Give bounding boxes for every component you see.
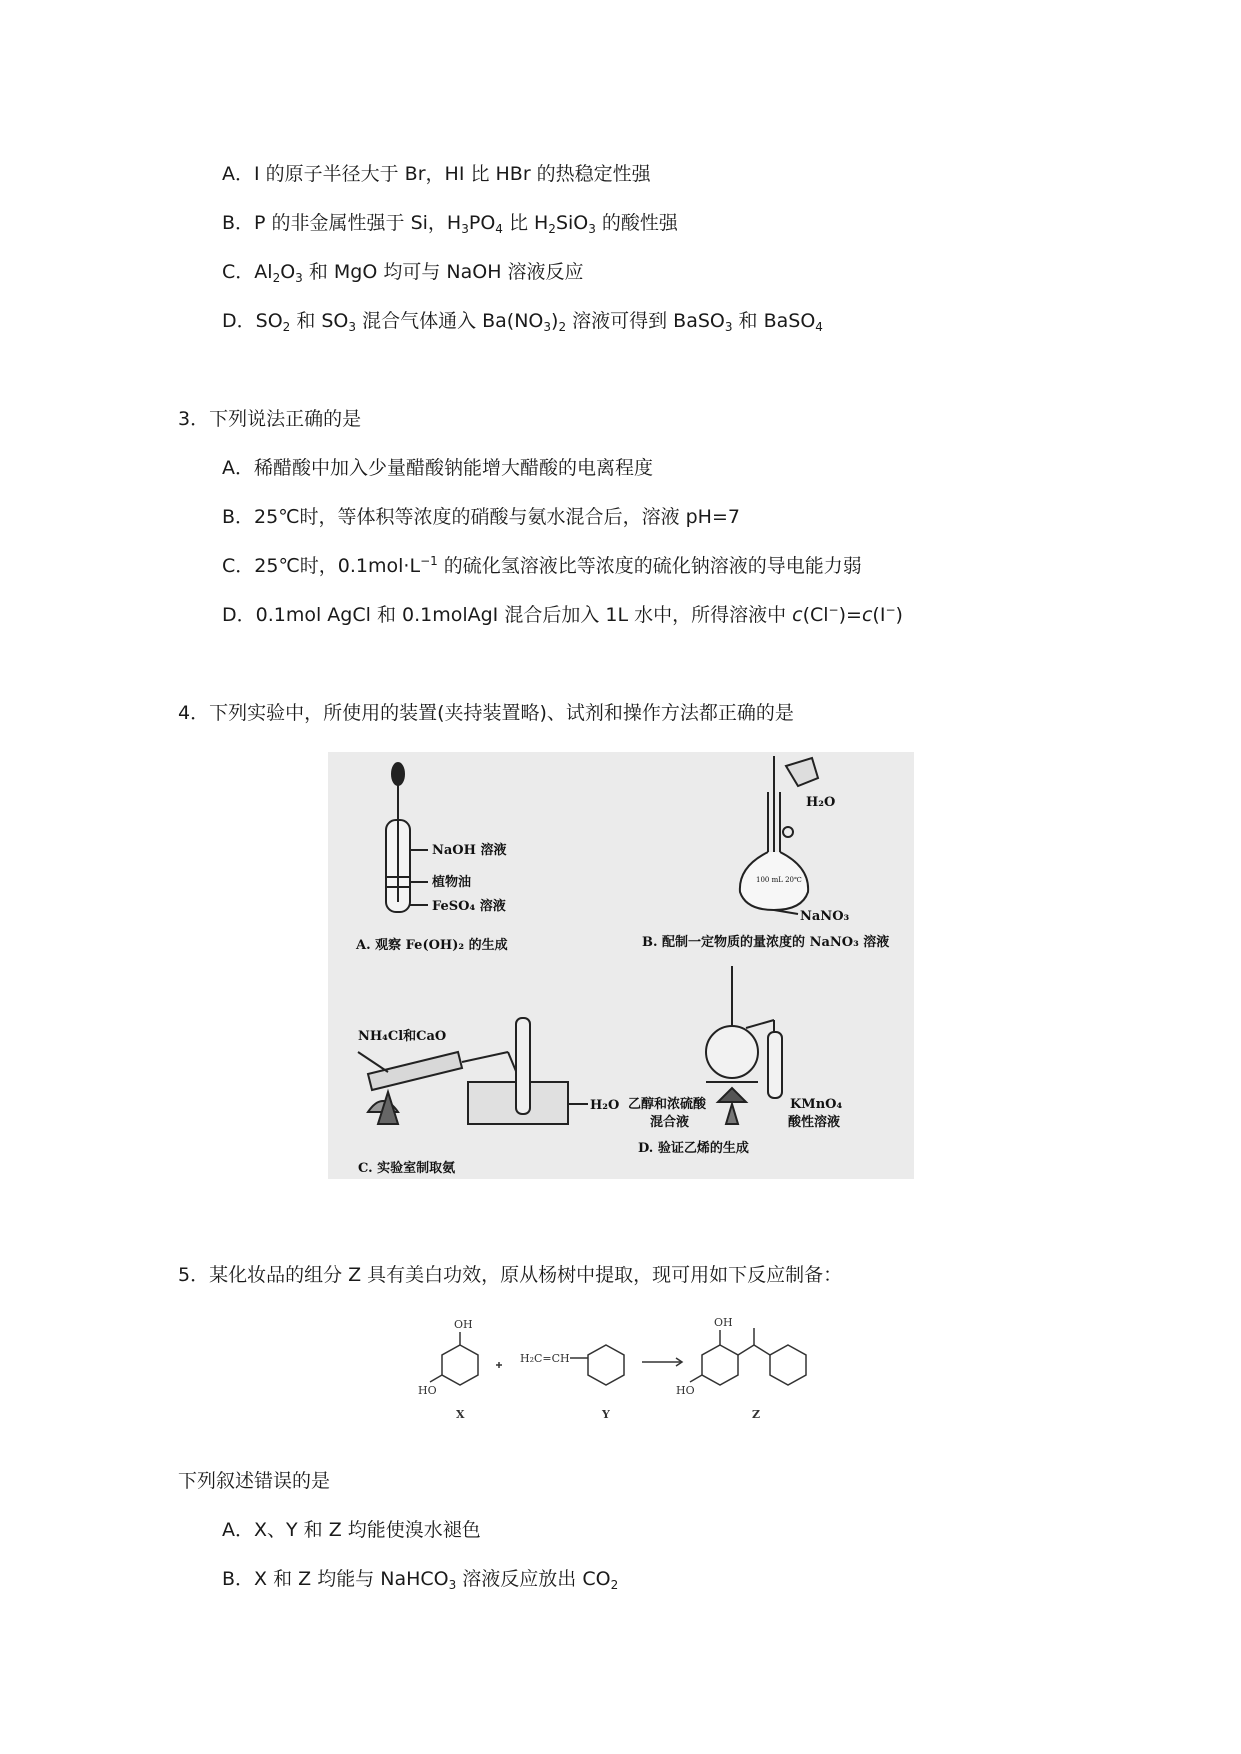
q3-stem: 3．下列说法正确的是: [178, 408, 362, 430]
q2-option-b: B．P 的非金属性强于 Si，$H_3PO_4$ 比 $H_2SiO_3$ 的酸性强: [222, 212, 678, 236]
q5-option-b: B．X 和 Z 均能与 NaHCO$_3$ 溶液反应放出 $CO_2$: [222, 1568, 619, 1592]
label-mix1: 乙醇和浓硫酸: [628, 1097, 707, 1112]
label-feso4: FeSO₄ 溶液: [432, 899, 506, 914]
label-naoh: NaOH 溶液: [432, 843, 507, 858]
label-mix2: 混合液: [650, 1115, 690, 1130]
q3-option-d: D．0.1mol AgCl 和 0.1molAgI 混合后加入 1L 水中，所得溶液中 c(Cl−)=c(I−): [222, 603, 903, 626]
label-z: Z: [752, 1408, 761, 1421]
label-oil: 植物油: [432, 875, 472, 890]
x-oh: OH: [454, 1318, 473, 1331]
q3-option-a: A．稀醋酸中加入少量醋酸钠能增大醋酸的电离程度: [222, 457, 654, 479]
label-kmno4: KMnO₄: [790, 1097, 843, 1112]
label-nano3: NaNO₃: [800, 909, 850, 924]
q5-reaction-scheme: [420, 1300, 840, 1435]
z-oh: OH: [714, 1316, 733, 1329]
label-acid: 酸性溶液: [788, 1115, 841, 1130]
caption-b: B. 配制一定物质的量浓度的 NaNO₃ 溶液: [642, 935, 890, 950]
label-x: X: [456, 1408, 465, 1421]
q5-stem: 5．某化妆品的组分 Z 具有美白功效，原从杨树中提取，现可用如下反应制备：: [178, 1264, 843, 1286]
label-flask: 100 mL 20℃: [756, 876, 802, 884]
q3-option-c: C．25℃时，$0.1mol\cdot L^{-1}$ 的硫化氢溶液比等浓度的硫化钠溶液的导电能力弱: [222, 554, 862, 577]
q4-apparatus-figure: [328, 752, 914, 1179]
label-y: Y: [602, 1408, 610, 1421]
x-ho: HO: [418, 1384, 437, 1397]
label-nh4cl: NH₄Cl和CaO: [358, 1029, 447, 1044]
z-ho: HO: [676, 1384, 695, 1397]
caption-a: A. 观察 Fe(OH)₂ 的生成: [356, 938, 508, 953]
caption-c: C. 实验室制取氨: [358, 1161, 456, 1176]
q2-option-c: C．$Al_2O_3$ 和 MgO 均可与 NaOH 溶液反应: [222, 261, 584, 285]
caption-d: D. 验证乙烯的生成: [638, 1141, 749, 1156]
label-b-h2o: H₂O: [806, 795, 836, 810]
label-c-h2o: H₂O: [590, 1098, 620, 1113]
q5-option-a: A．X、Y 和 Z 均能使溴水褪色: [222, 1519, 481, 1541]
q5-sub-stem: 下列叙述错误的是: [178, 1470, 331, 1492]
y-vinyl: H₂C=CH: [520, 1352, 570, 1365]
q2-option-d: D．$SO_2$ 和 $SO_3$ 混合气体通入 $Ba(NO_3)_2$ 溶液可得到 BaSO$_3$ 和 BaSO$_4$: [222, 310, 823, 334]
q4-stem: 4．下列实验中，所使用的装置(夹持装置略)、试剂和操作方法都正确的是: [178, 702, 794, 724]
q2-option-a: A．I 的原子半径大于 Br，HI 比 HBr 的热稳定性强: [222, 163, 651, 185]
q3-option-b: B．25℃时，等体积等浓度的硝酸与氨水混合后，溶液 pH=7: [222, 506, 740, 528]
